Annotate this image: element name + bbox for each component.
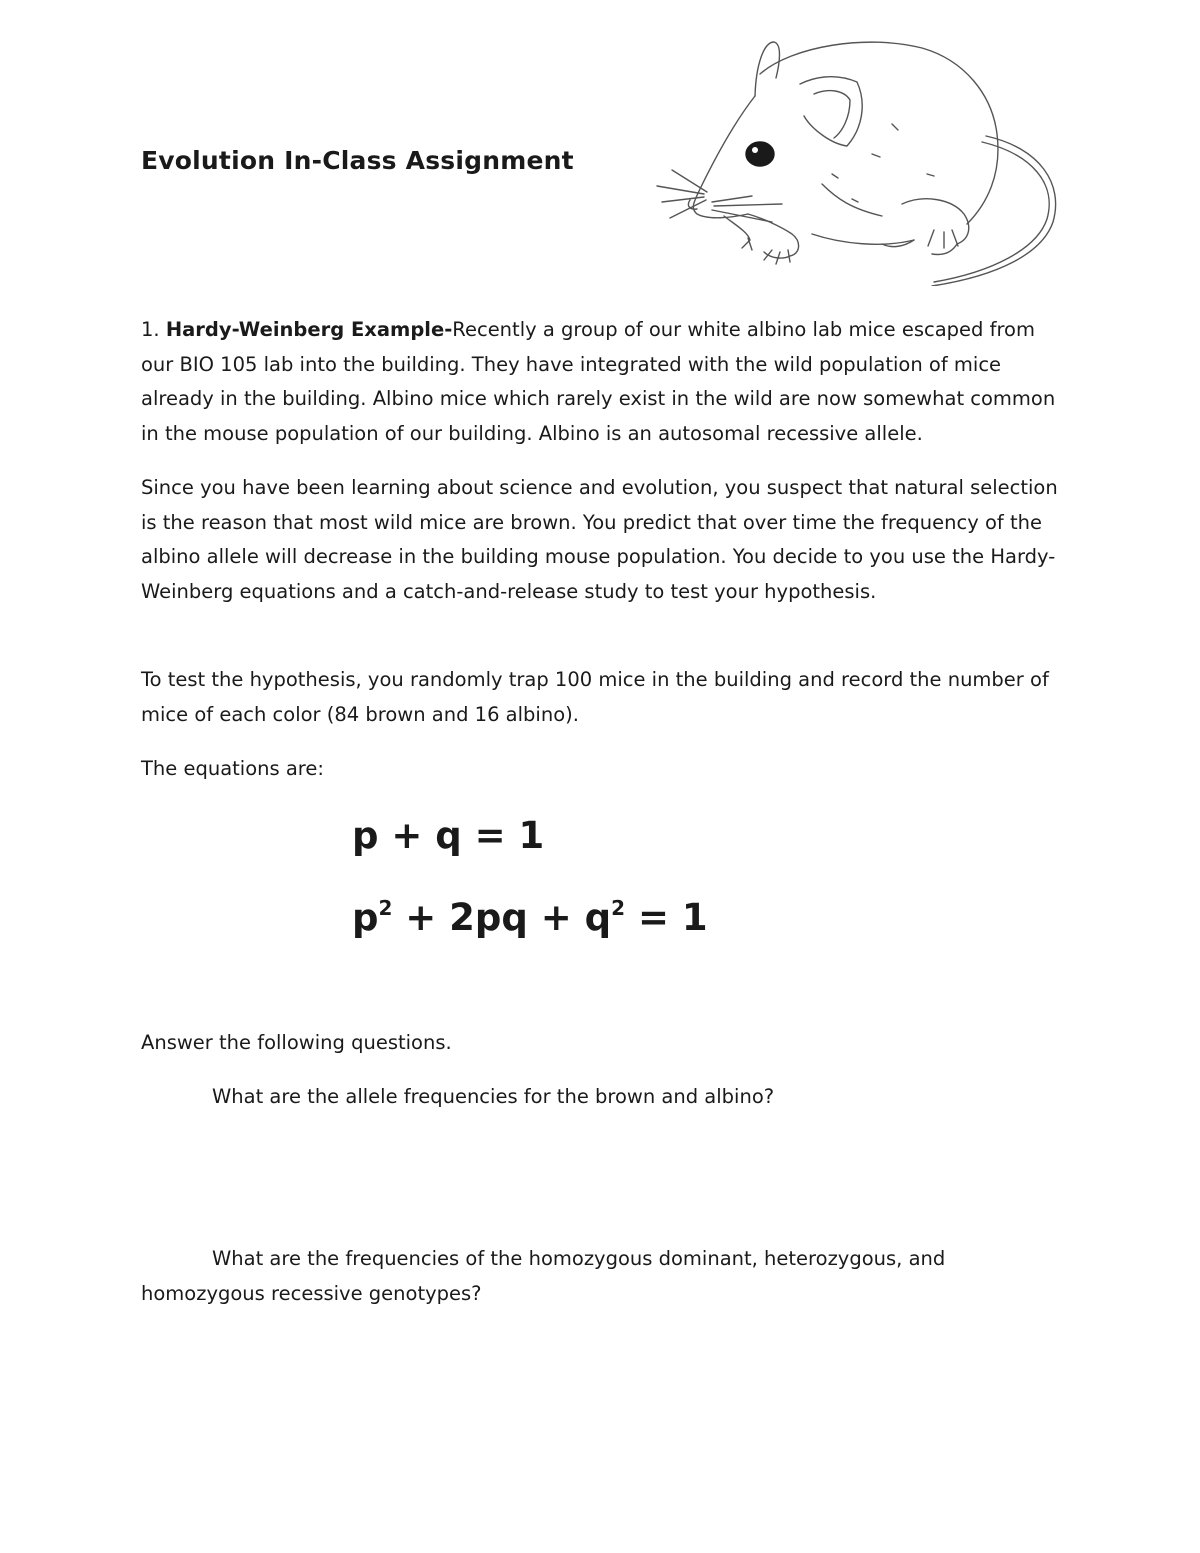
equation-allele: p + q = 1 bbox=[352, 814, 545, 857]
equations-label: The equations are: bbox=[141, 757, 324, 780]
page-title: Evolution In-Class Assignment bbox=[141, 146, 574, 175]
eq-exponent-p: 2 bbox=[378, 896, 393, 920]
eq-term-p: p bbox=[352, 896, 379, 939]
question-allele-frequencies: What are the allele frequencies for the brown and albino? bbox=[212, 1085, 775, 1108]
hypothesis-paragraph: Since you have been learning about science and evolution, you suspect that natural selection is the reason that most wild mice are brown. You predict that over time the frequency of the albino allele will decrease in the building mouse population. You decide to you use the Hardy-Weinberg equations and a catch-and-release study to test your hypothesis. bbox=[141, 476, 1058, 603]
question-1-intro: Recently a group of our white albino lab mice escaped from our BIO 105 lab into the building. They have integrated with the wild population of mice already in the building. Albino mice which rarely exist in the wild are now somewhat common in the mouse population of our building. Albino is an autosomal recessive allele. bbox=[141, 318, 1056, 445]
equation-genotype bbox=[352, 896, 708, 939]
method-paragraph: To test the hypothesis, you randomly trap 100 mice in the building and record the number of mice of each color (84 brown and 16 albino). bbox=[141, 668, 1049, 726]
eq-term-2pq-q: + 2pq + q bbox=[392, 896, 612, 939]
question-genotype-frequencies: What are the frequencies of the homozygous dominant, heterozygous, and homozygous recessive genotypes? bbox=[141, 1247, 946, 1305]
eq-equals-one: = 1 bbox=[625, 896, 708, 939]
questions-intro: Answer the following questions. bbox=[141, 1031, 452, 1054]
eq-exponent-q: 2 bbox=[611, 896, 626, 920]
question-number: 1. bbox=[141, 318, 160, 341]
mouse-sketch-icon bbox=[652, 34, 1064, 286]
section-heading: Hardy-Weinberg Example- bbox=[165, 318, 453, 341]
question-1-paragraph bbox=[141, 313, 1061, 451]
